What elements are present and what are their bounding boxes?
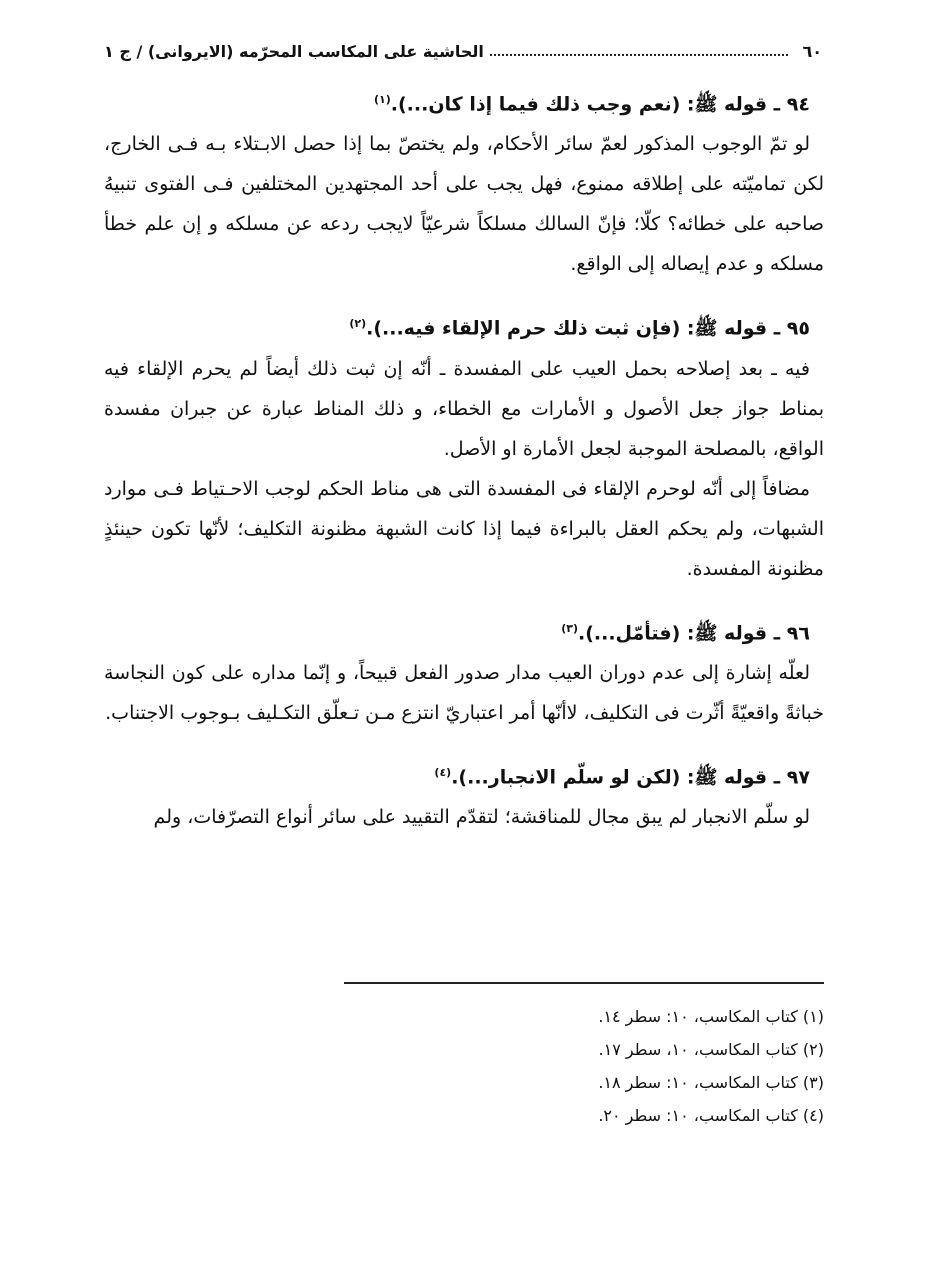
footnote-ref: (٣) (561, 621, 578, 635)
main-text (104, 80, 824, 837)
section-96 (104, 609, 824, 733)
footnote-3: (٣) كتاب المكاسب، ١٠: سطر ١٨. (598, 1073, 824, 1092)
section-heading: ٩٦ ـ قوله ﷺ: (فتأمّل...).$^{(٣)}$ (561, 621, 810, 644)
footnote-ref: (٢) (349, 317, 367, 331)
footnote-ref: (١) (373, 93, 391, 106)
paragraph: لو سلّم الانجبار لم يبق مجال للمناقشة؛ لتقدّم التقييد على سائر أنواع التصرّفات، ولم (153, 806, 810, 829)
header-leader-dots (490, 54, 789, 56)
section-gap (104, 589, 824, 609)
footnote-ref: (٤) (434, 765, 452, 779)
running-header (104, 36, 822, 66)
page-number: ٦٠ (802, 41, 822, 61)
section-95 (104, 304, 824, 588)
section-97 (104, 753, 824, 837)
book-title: الحاشية على المكاسب المحرّمه (الايروانى) / ج ١ (104, 41, 484, 61)
paragraph: لعلّه إشارة إلى عدم دوران العيب مدار صدور الفعل قبيحاً، و إنّما مداره على كون النجاسة خباثةً واقعيّةً أثّرت فى التكليف، لاأنّها أمر اعتباريّ انتزع مـن تـعلّق التكـليف بـوجوب الاجتناب. (104, 661, 824, 724)
paragraph: فيه ـ بعد إصلاحه بحمل العيب على المفسدة ـ أنّه إن ثبت ذلك أيضاً لم يحرم الإلقاء فيه بمناط جواز جعل الأصول و الأمارات مع الخطاء، و ذلك المناط عبارة عن جبران مفسدة الواقع، بالمصلحة الموجبة لجعل الأمارة او الأصل. (104, 357, 824, 460)
section-heading: ٩٤ ـ قوله ﷺ: (نعم وجب ذلك فيما إذا كان...).$^{(١)}$ (373, 93, 810, 116)
footnote-1: (١) كتاب المكاسب، ١٠: سطر ١٤. (598, 1007, 824, 1026)
footnote-separator (344, 982, 824, 984)
paragraph: مضافاً إلى أنّه لوحرم الإلقاء فى المفسدة التى هى مناط الحكم لوجب الاحـتياط فـى موارد الشبهات، ولم يحكم العقل بالبراءة فيما إذا كانت الشبهة مظنونة التكليف؛ لأنّها تكون حينئذٍ مظنونة المفسدة. (104, 477, 824, 580)
section-gap (104, 284, 824, 304)
footnote-2: (٢) كتاب المكاسب، ١٠، سطر ١٧. (598, 1040, 824, 1059)
footnotes (420, 1000, 824, 1132)
section-heading: ٩٥ ـ قوله ﷺ: (فإن ثبت ذلك حرم الإلقاء فيه...).$^{(٢)}$ (349, 317, 810, 340)
section-heading: ٩٧ ـ قوله ﷺ: (لكن لو سلّم الانجبار...).$^{(٤)}$ (434, 765, 810, 789)
paragraph: لو تمّ الوجوب المذكور لعمّ سائر الأحكام، ولم يختصّ بما إذا حصل الابـتلاء بـه فـى الخارج، لكن تماميّته على إطلاقه ممنوع، فهل يجب على أحد المجتهدين المختلفين فـى الفتوى تنبيهُ صاحبه على خطائه؟ كلّا؛ فإنّ السالك مسلكاً شرعيّاً لايجب ردعه عن مسلكه و إن علم خطأ مسلكه و عدم إيصاله إلى الواقع. (104, 133, 824, 276)
section-gap (104, 733, 824, 753)
footnote-4: (٤) كتاب المكاسب، ١٠: سطر ٢٠. (598, 1106, 824, 1125)
section-94 (104, 80, 824, 284)
